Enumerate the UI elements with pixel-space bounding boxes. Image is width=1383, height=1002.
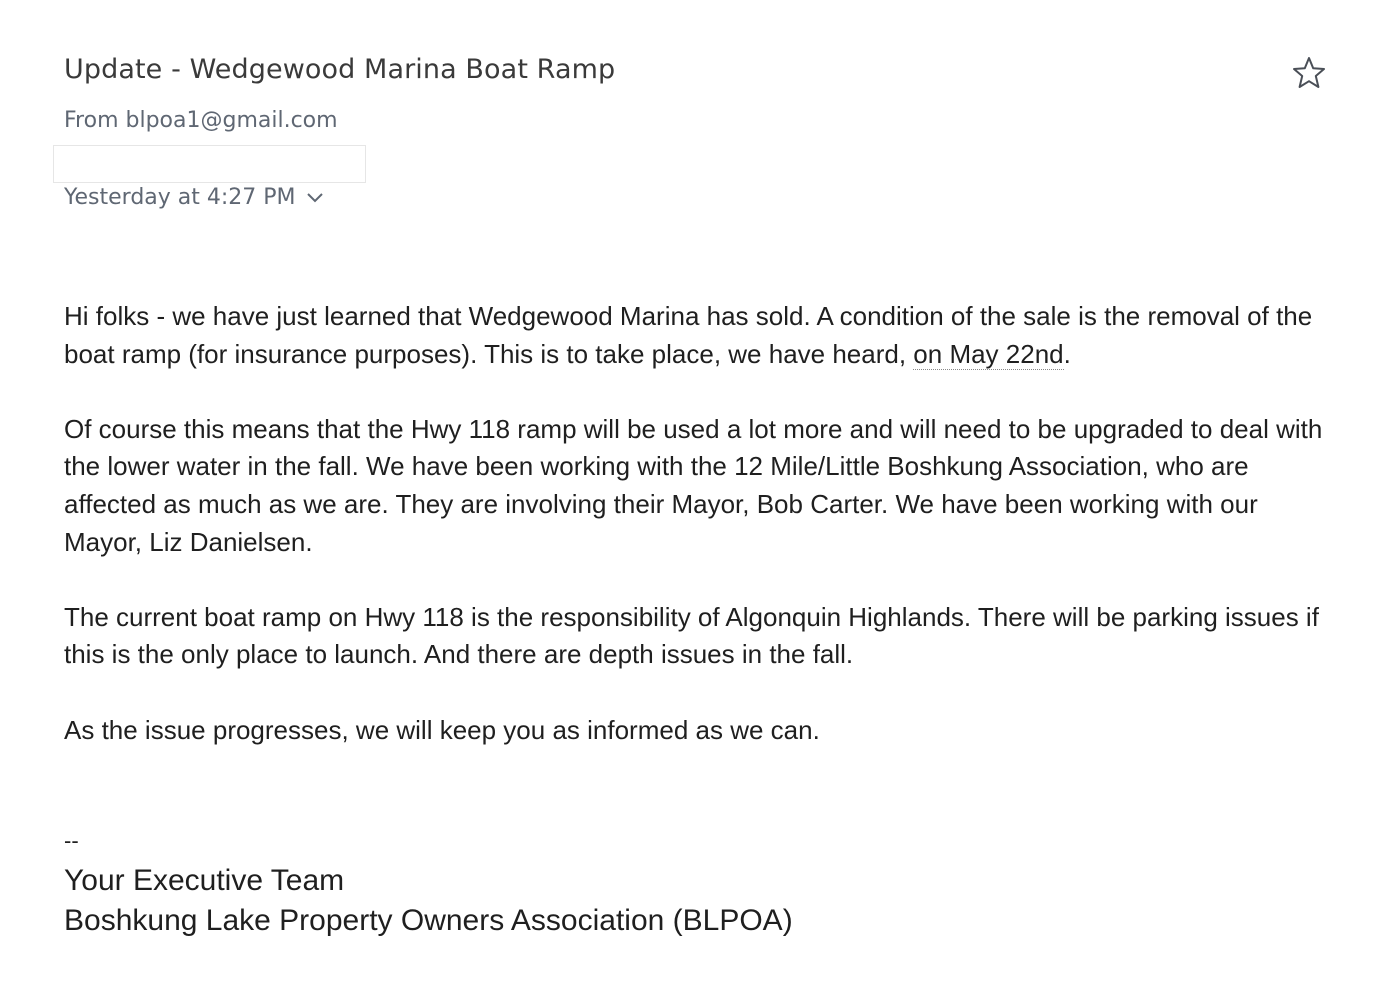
signature-separator: --: [64, 828, 79, 853]
signature-association: Boshkung Lake Property Owners Association (BLPOA): [64, 904, 793, 937]
email-subject: Update - Wedgewood Marina Boat Ramp: [64, 54, 616, 85]
signature-team: Your Executive Team: [64, 864, 345, 897]
sent-date: Yesterday at 4:27 PM: [64, 185, 296, 210]
sender-line[interactable]: From blpoa1@gmail.com: [64, 108, 338, 133]
body-paragraph: Of course this means that the Hwy 118 ramp will be used a lot more and will need to be upgraded to deal with the lower water in the fall. We have been working with the 12 Mile/Little Boshkung Association, who are affected as much as we are. They are involving their Mayor, Bob Carter. We have been working with our Mayor, Liz Danielsen.: [64, 413, 1323, 557]
body-paragraph-text: Hi folks - we have just learned that Wedgewood Marina has sold. A condition of the sale is the removal of the boat ramp (for insurance purposes). This is to take place, we have heard,: [64, 301, 1313, 369]
body-paragraph: The current boat ramp on Hwy 118 is the responsibility of Algonquin Highlands. There will be parking issues if this is the only place to launch. And there are depth issues in the fall.: [64, 601, 1319, 670]
chevron-down-icon: [306, 192, 324, 204]
recipient-field: [53, 145, 366, 183]
body-paragraph: As the issue progresses, we will keep you as informed as we can.: [64, 714, 820, 745]
star-icon: [1291, 55, 1327, 91]
body-paragraph-end: .: [1063, 338, 1071, 369]
email-body: [64, 298, 1326, 787]
body-paragraph: [64, 298, 1326, 373]
detected-date-link[interactable]: on May 22nd: [913, 338, 1064, 369]
date-details-toggle[interactable]: [64, 185, 324, 210]
star-button[interactable]: [1290, 54, 1328, 92]
